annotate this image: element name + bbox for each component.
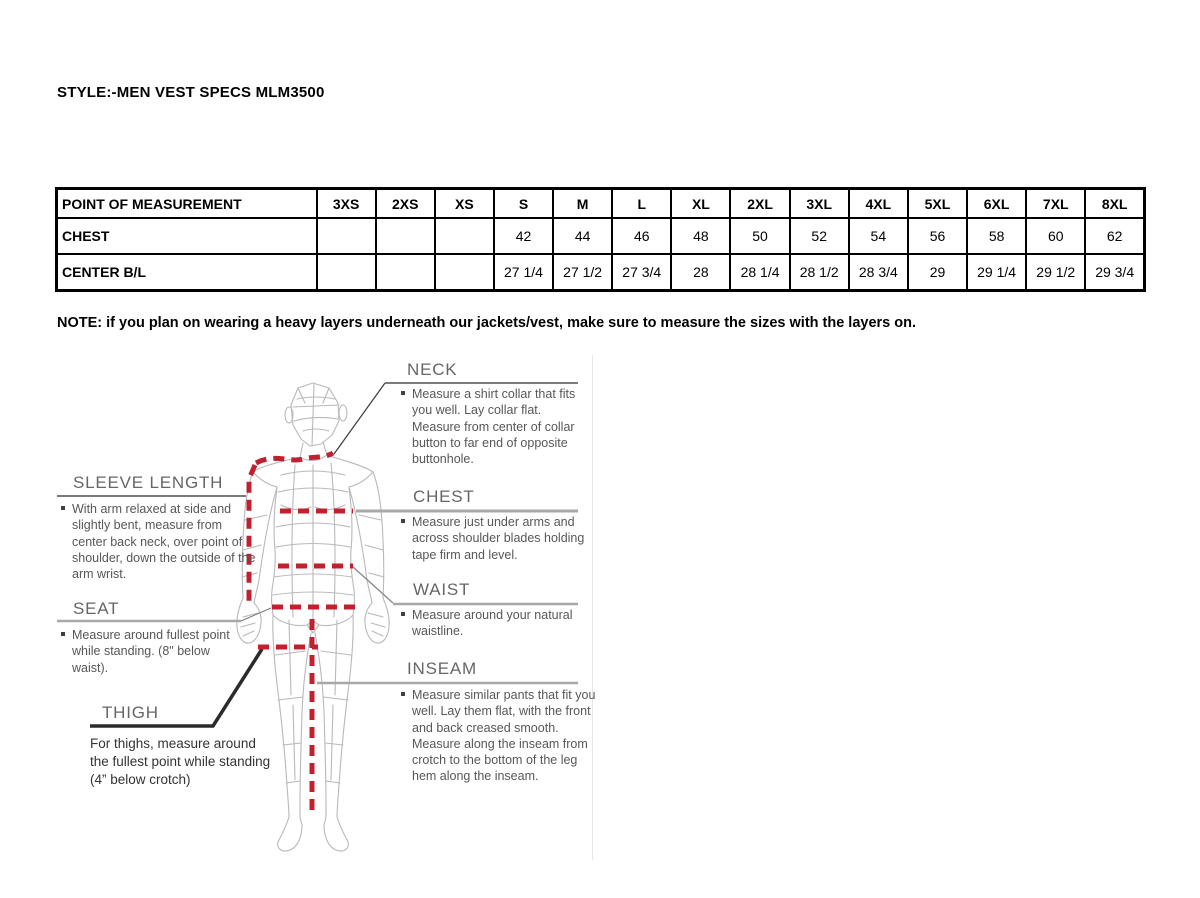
bullet-square-icon bbox=[401, 612, 405, 616]
seat-section-text: Measure around fullest point while standing. (8" below waist). bbox=[72, 628, 230, 675]
bullet-square-icon bbox=[401, 692, 405, 696]
waist-section-text: Measure around your natural waistline. bbox=[412, 608, 573, 639]
thigh-section-text: For thighs, measure around the fullest point while standing (4” below crotch) bbox=[90, 736, 271, 788]
center-bl-value-cell: 29 1/2 bbox=[1026, 254, 1085, 291]
thigh-section-heading: THIGH bbox=[102, 703, 159, 722]
seat-section-heading: SEAT bbox=[73, 599, 120, 618]
waist-connector-line bbox=[353, 567, 393, 603]
col-header-size: M bbox=[553, 189, 612, 219]
center-bl-value-cell bbox=[435, 254, 494, 291]
table-row-chest bbox=[57, 218, 1145, 254]
center-bl-value-cell: 29 1/4 bbox=[967, 254, 1026, 291]
bullet-square-icon bbox=[61, 506, 65, 510]
center-bl-value-cell: 29 bbox=[908, 254, 967, 291]
bullet-square-icon bbox=[401, 519, 405, 523]
row-label-chest: CHEST bbox=[57, 218, 317, 254]
center-bl-value-cell: 27 1/4 bbox=[494, 254, 553, 291]
center-bl-value-cell: 27 3/4 bbox=[612, 254, 671, 291]
center-bl-value-cell bbox=[376, 254, 435, 291]
table-row-center-bl bbox=[57, 254, 1145, 291]
chest-value-cell: 56 bbox=[908, 218, 967, 254]
waist-section-heading: WAIST bbox=[413, 580, 471, 599]
chest-value-cell bbox=[376, 218, 435, 254]
col-header-size: 2XL bbox=[730, 189, 789, 219]
inseam-section-heading: INSEAM bbox=[407, 659, 477, 678]
table-header-row bbox=[57, 189, 1145, 219]
sleeve-length-section-heading: SLEEVE LENGTH bbox=[73, 473, 224, 492]
page-title: STYLE:-MEN VEST SPECS MLM3500 bbox=[57, 84, 325, 101]
center-bl-value-cell: 29 3/4 bbox=[1085, 254, 1144, 291]
row-label-center-bl: CENTER B/L bbox=[57, 254, 317, 291]
col-header-size: 3XL bbox=[790, 189, 849, 219]
note-text: NOTE: if you plan on wearing a heavy layers underneath our jackets/vest, make sure to measure the sizes with the layers on. bbox=[57, 315, 917, 331]
col-header-size: 3XS bbox=[317, 189, 376, 219]
col-header-size: 2XS bbox=[376, 189, 435, 219]
center-bl-value-cell bbox=[317, 254, 376, 291]
center-bl-value-cell: 27 1/2 bbox=[553, 254, 612, 291]
col-header-size: 4XL bbox=[849, 189, 908, 219]
chest-value-cell: 54 bbox=[849, 218, 908, 254]
bullet-square-icon bbox=[61, 632, 65, 636]
col-header-size: XS bbox=[435, 189, 494, 219]
sleeve-length-section-text: With arm relaxed at side and slightly bent, measure from center back neck, over point of shoulder, down the outside of the arm wrist. bbox=[72, 502, 256, 581]
measurement-diagram bbox=[55, 355, 596, 860]
neck-section-heading: NECK bbox=[407, 360, 458, 379]
center-bl-value-cell: 28 1/4 bbox=[730, 254, 789, 291]
chest-value-cell: 60 bbox=[1026, 218, 1085, 254]
bullet-square-icon bbox=[401, 391, 405, 395]
chest-value-cell: 50 bbox=[730, 218, 789, 254]
inseam-section-text: Measure similar pants that fit you well. Lay them flat, with the front and back creased smooth. Measure along the inseam from crotch to the bottom of the leg hem along the inseam. bbox=[412, 688, 596, 784]
chest-value-cell bbox=[435, 218, 494, 254]
chest-value-cell: 42 bbox=[494, 218, 553, 254]
chest-section-text: Measure just under arms and across shoulder blades holding tape firm and level. bbox=[412, 515, 585, 562]
col-header-size: 5XL bbox=[908, 189, 967, 219]
col-header-size: L bbox=[612, 189, 671, 219]
col-header-size: 8XL bbox=[1085, 189, 1144, 219]
neck-connector-line bbox=[334, 383, 385, 454]
col-header-size: 7XL bbox=[1026, 189, 1085, 219]
neck-section-text: Measure a shirt collar that fits you well. Lay collar flat. Measure from center of collar button to far end of opposite buttonhole. bbox=[412, 387, 576, 466]
chest-value-cell: 48 bbox=[671, 218, 730, 254]
col-header-point-of-measurement: POINT OF MEASUREMENT bbox=[57, 189, 317, 219]
center-bl-value-cell: 28 3/4 bbox=[849, 254, 908, 291]
size-spec-table bbox=[55, 187, 1146, 292]
chest-value-cell: 52 bbox=[790, 218, 849, 254]
seat-connector-line bbox=[241, 608, 271, 621]
col-header-size: S bbox=[494, 189, 553, 219]
col-header-size: XL bbox=[671, 189, 730, 219]
col-header-size: 6XL bbox=[967, 189, 1026, 219]
center-bl-value-cell: 28 1/2 bbox=[790, 254, 849, 291]
chest-value-cell bbox=[317, 218, 376, 254]
chest-value-cell: 46 bbox=[612, 218, 671, 254]
chest-value-cell: 62 bbox=[1085, 218, 1144, 254]
center-bl-value-cell: 28 bbox=[671, 254, 730, 291]
chest-value-cell: 44 bbox=[553, 218, 612, 254]
chest-value-cell: 58 bbox=[967, 218, 1026, 254]
chest-section-heading: CHEST bbox=[413, 487, 475, 506]
